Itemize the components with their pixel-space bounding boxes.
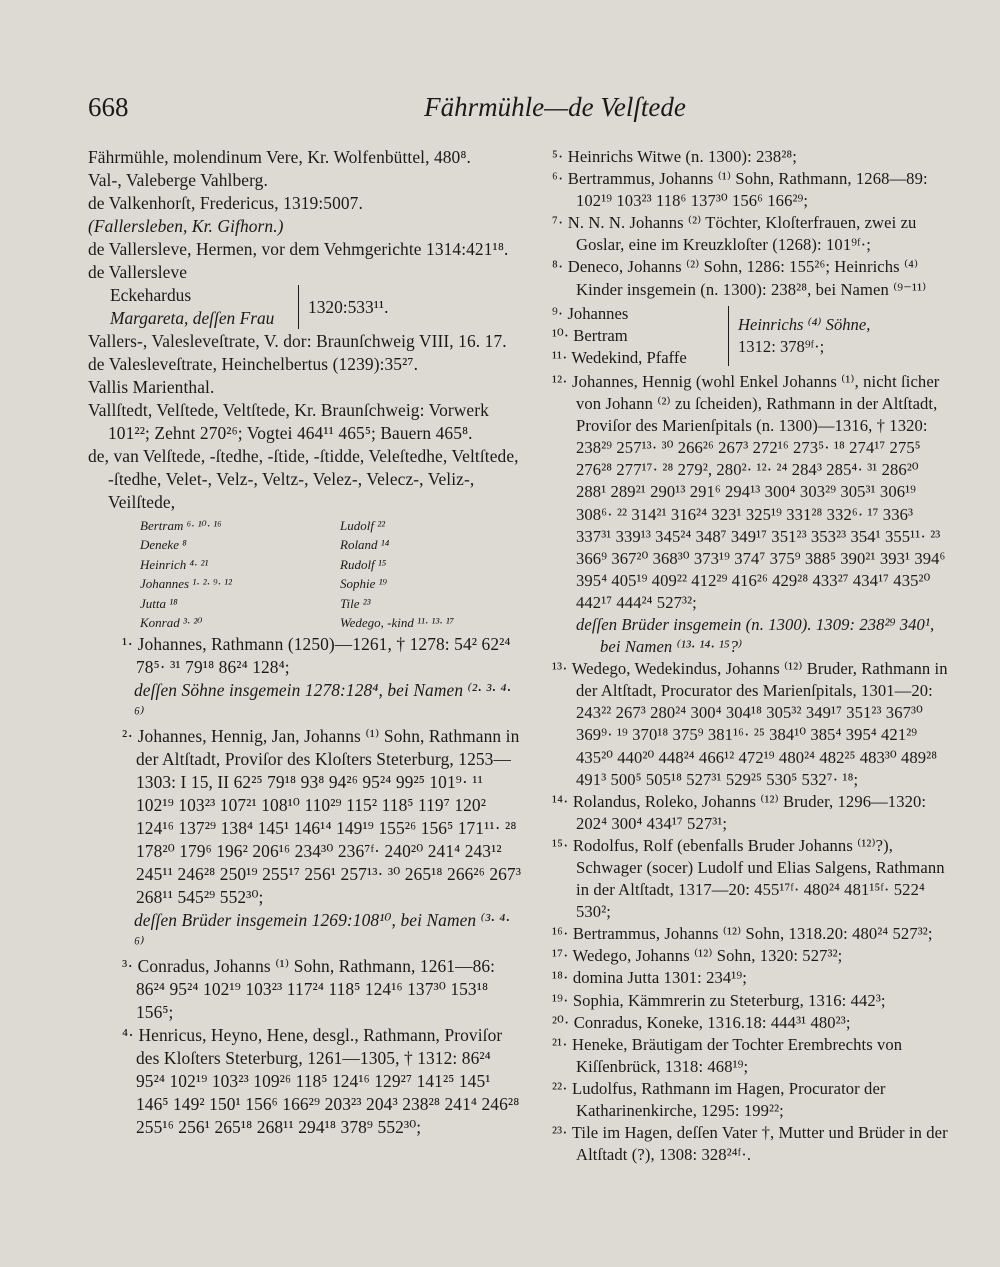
name-index-item: Rudolf ¹⁵ [340,556,387,572]
entry-valesleve-strate: de Valesleveſtrate, Heinchelbertus (1239):35²⁷. [88,354,419,374]
entry-vallersleve-hermen: de Vallersleve, Hermen, vor dem Vehmgerichte 1314:421¹⁸. [88,239,509,259]
page-header [88,92,912,128]
name-margareta: Margareta, deſſen Frau [110,308,275,328]
sub-entry-11: ¹¹· Wedekind, Pfaffe [552,347,687,367]
name-index-item: Sophie ¹⁹ [340,576,388,592]
name-index-item: Konrad ³· ²⁰ [140,615,203,631]
sub-entry-18: ¹⁸· domina Jutta 1301: 234¹⁹; [552,968,747,988]
name-index-item: Heinrich ⁴· ²¹ [140,556,209,572]
entry-vallstedt: Vallſtedt, Velſtede, Veltſtede, Kr. Braunſchweig: Vorwerk 101²²; Zehnt 270²⁶; Vogtei 464¹¹ 465⁵; Bauern 465⁸. [88,400,489,443]
right-column [552,146,952,1166]
sub-entry-13: ¹³· Wedego, Wedekindus, Johanns ⁽¹²⁾ Bruder, Rathmann in der Altſtadt, Procurator des Marienſpitals, 1301—20: 243²² 267³ 280²⁴ 300⁴ 304¹⁸ 305³² 349¹⁷ 351²³ 367³⁰ 369⁹· ¹⁹ 370¹⁸ 375⁹ 381¹⁶· ²⁵ 384¹⁰ 385⁴ 395⁴ 421²⁹ 435²⁰ 440²⁰ 448²⁴ 466¹² 472¹⁹ 480²⁴ 482²⁵ 483³⁰ 489²⁸ 491³ 500⁵ 505¹⁸ 527³¹ 529²⁵ 530⁵ 532⁷· ¹⁸; [552,659,948,789]
sub-entry-14: ¹⁴· Rolandus, Roleko, Johanns ⁽¹²⁾ Bruder, 1296—1320: 202⁴ 300⁴ 434¹⁷ 527³¹; [552,791,927,833]
sons-group-label: Heinrichs ⁽⁴⁾ Söhne, [738,314,871,334]
entry-vallers-strate: Vallers-, Valesleveſtrate, V. dor: Braunſchweig VIII, 16. 17. [88,331,507,351]
page-number: 668 [88,92,129,122]
entry-valkenhorst: de Valkenhorſt, Fredericus, 1319:5007. [88,193,363,213]
sub-entry-23: ²³· Tile im Hagen, deſſen Vater †, Mutter und Brüder in der Altſtadt (?), 1308: 328²⁴ᶠ·. [552,1123,948,1165]
sub-entry-8: ⁸· Deneco, Johanns ⁽²⁾ Sohn, 1286: 155²⁶; Heinrichs ⁽⁴⁾ Kinder insgemein (n. 1300): 238²⁸, bei Namen ⁽⁹⁻¹¹⁾ [552,257,927,299]
sub-entry-3: ³· Conradus, Johanns ⁽¹⁾ Sohn, Rathmann, 1261—86: 86²⁴ 95²⁴ 102¹⁹ 103²³ 117²⁴ 118⁵ 124¹⁶ 137³⁰ 153¹⁸ 156⁵; [122,956,496,1023]
sub-entry-17: ¹⁷· Wedego, Johanns ⁽¹²⁾ Sohn, 1320: 527³²; [552,946,843,966]
name-index-item: Deneke ⁸ [140,537,187,553]
name-index-item: Wedego, -kind ¹¹· ¹³· ¹⁷ [340,615,455,631]
entry-vallis: Vallis Marienthal. [88,377,215,397]
entry-fallersleben: (Fallersleben, Kr. Gifhorn.) [88,216,284,236]
sub-entry-5: ⁵· Heinrichs Witwe (n. 1300): 238²⁸; [552,147,797,166]
sub-entry-4: ⁴· Henricus, Heyno, Hene, desgl., Rathmann, Proviſor des Kloſters Steterburg, 1261—1305, † 1312: 86²⁴ 95²⁴ 102¹⁹ 103²³ 109²⁶ 118⁵ 124¹⁶ 129²⁷ 141²⁵ 145¹ 146⁵ 149² 150¹ 156⁶ 166²⁹ 203²³ 204³ 238²⁸ 241⁴ 246²⁸ 255¹⁶ 256¹ 265¹⁸ 268¹¹ 294¹⁸ 378⁹ 552³⁰; [122,1025,520,1138]
entry-velstede: de, van Velſtede, -ſtedhe, -ſtide, -ſtidde, Veleſtedhe, Veltſtede, -ſtedhe, Velet-, Velz-, Veltz-, Velez-, Velecz-, Veliz-, Veilſtede, [88,446,519,512]
entry-valeberge: Val-, Valeberge Vahlberg. [88,170,268,190]
entry-vallersleve: de Vallersleve [88,262,188,282]
name-index-item: Roland ¹⁴ [340,537,390,553]
brace-divider [726,306,729,366]
running-title: Fährmühle—de Velſtede [424,92,686,122]
sub-entry-12-note: deſſen Brüder insgemein (n. 1300). 1309: 238²⁹ 340¹, bei Namen ⁽¹³· ¹⁴· ¹⁵?⁾ [576,614,935,657]
name-eckehardus: Eckehardus [110,285,192,305]
left-column [88,146,524,1139]
vallersleve-group [110,284,524,330]
name-index [88,516,524,632]
brace-divider [296,285,299,329]
vallersleve-citation: 1320:533¹¹. [308,296,389,317]
sub-entry-6: ⁶· Bertrammus, Johanns ⁽¹⁾ Sohn, Rathmann, 1268—89: 102¹⁹ 103²³ 118⁶ 137³⁰ 156⁶ 166²⁹; [552,169,928,211]
sub-entry-22: ²²· Ludolfus, Rathmann im Hagen, Procurator der Katharinenkirche, 1295: 199²²; [552,1078,886,1121]
sub-entry-21: ²¹· Heneke, Bräutigam der Tochter Erembrechts von Kiſſenbrück, 1318: 468¹⁹; [552,1034,903,1076]
name-index-item: Ludolf ²² [340,518,385,533]
name-index-item: Jutta ¹⁸ [140,595,178,611]
name-index-item: Tile ²³ [340,595,371,611]
sub-entry-2: ²· Johannes, Hennig, Jan, Johanns ⁽¹⁾ Sohn, Rathmann in der Altſtadt, Proviſor des Kloſters Steterburg, 1253—1303: I 15, II 62²⁵ 79¹⁸ 93⁸ 94²⁶ 95²⁴ 99²⁵ 101⁹· ¹¹ 102¹⁹ 103²³ 107²¹ 108¹⁰ 110²⁹ 115² 118⁵ 119⁷ 120² 124¹⁶ 137²⁹ 138⁴ 145¹ 146¹⁴ 149¹⁹ 155²⁶ 156⁵ 171¹¹· ²⁸ 178²⁰ 179⁶ 196² 206¹⁶ 234³⁰ 236⁷ᶠ· 240²⁰ 241⁴ 243¹² 245¹¹ 246²⁸ 250¹⁹ 255¹⁷ 256¹ 257¹³· ³⁰ 265¹⁸ 266²⁶ 267³ 268¹¹ 545²⁹ 552³⁰; [122,726,522,908]
name-index-item: Bertram ⁶· ¹⁰· ¹⁶ [140,518,222,533]
sons-group-citation: 1312: 378⁹ᶠ·; [738,336,825,356]
sub-entry-2-note: deſſen Brüder insgemein 1269:108¹⁰, bei Namen ⁽³· ⁴· ⁶⁾ [134,910,510,954]
sub-entry-7: ⁷· N. N. N. Johanns ⁽²⁾ Töchter, Kloſterfrauen, zwei zu Goslar, eine im Kreuzkloſter (1268): 101⁹ᶠ·; [552,213,917,255]
name-index-item: Johannes ¹· ²· ⁹· ¹² [140,576,232,592]
sons-group-9-11 [552,303,952,369]
sub-entry-19: ¹⁹· Sophia, Kämmrerin zu Steterburg, 1316: 442³; [552,990,886,1010]
sub-entry-9: ⁹· Johannes [552,303,629,323]
sub-entry-10: ¹⁰· Bertram [552,325,628,345]
sub-entry-16: ¹⁶· Bertrammus, Johanns ⁽¹²⁾ Sohn, 1318.20: 480²⁴ 527³²; [552,924,933,944]
entry-faehrmuehle: Fährmühle, molendinum Vere, Kr. Wolfenbüttel, 480⁸. [88,147,471,167]
sub-entry-1-note: deſſen Söhne insgemein 1278:128⁴, bei Namen ⁽²· ³· ⁴· ⁶⁾ [134,680,511,724]
sub-entry-1: ¹· Johannes, Rathmann (1250)—1261, † 1278: 54² 62²⁴ 78⁵· ³¹ 79¹⁸ 86²⁴ 128⁴; [122,634,511,678]
sub-entry-12: ¹²· Johannes, Hennig (wohl Enkel Johanns ⁽¹⁾, nicht ſicher von Johann ⁽²⁾ zu ſcheiden), Rathmann in der Altſtadt, Proviſor des Marienſpitals (n. 1300)—1316, † 1320: 238²⁹ 257¹³· ³⁰ 266²⁶ 267³ 272¹⁶ 273⁵· ¹⁸ 274¹⁷ 275⁵ 276²⁸ 277¹⁷· ²⁸ 279², 280²· ¹²· ²⁴ 284³ 285⁴· ³¹ 286²⁰ 288¹ 289²¹ 290¹³ 291⁶ 294¹³ 300⁴ 303²⁹ 305³¹ 306¹⁹ 308⁶· ²² 314²¹ 316²⁴ 323¹ 325¹⁹ 331²⁸ 332⁶· ¹⁷ 336³ 337³¹ 339¹³ 345²⁴ 348⁷ 349¹⁷ 351²³ 353²³ 354¹ 355¹¹· ²³ 366⁹ 367²⁰ 368³⁰ 373¹⁹ 374⁷ 375⁹ 388⁵ 390²¹ 393¹ 394⁶ 395⁴ 405¹⁹ 409²² 412²⁹ 416²⁶ 429²⁸ 433²⁷ 434¹⁷ 435²⁰ 442¹⁷ 444²⁴ 527³²; [552,371,946,612]
sub-entry-15: ¹⁵· Rodolfus, Rolf (ebenfalls Bruder Johanns ⁽¹²⁾?), Schwager (socer) Ludolf und Elias Salgens, Rathmann in der Altſtadt, 1317—20: 455¹⁷ᶠ· 480²⁴ 481¹⁵ᶠ· 522⁴ 530²; [552,835,945,922]
sub-entry-20: ²⁰· Conradus, Koneke, 1316.18: 444³¹ 480²³; [552,1012,851,1032]
